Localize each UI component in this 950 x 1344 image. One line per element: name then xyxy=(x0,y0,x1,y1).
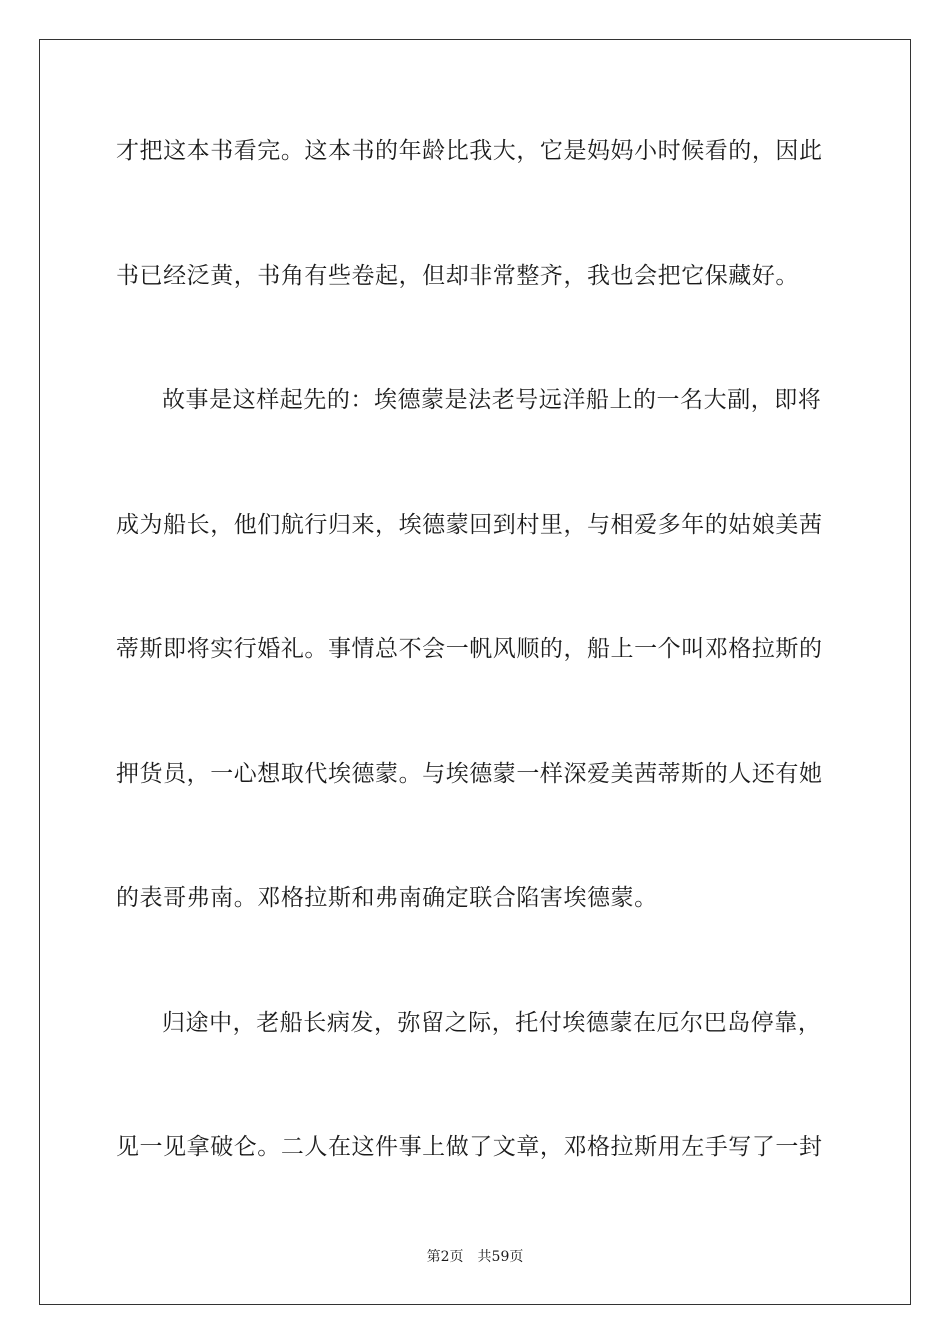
page-total: 共59页 xyxy=(477,1249,524,1265)
text-line: 故事是这样起先的：埃德蒙是法老号远洋船上的一名大副，即将 xyxy=(162,387,822,413)
page-number: 第2页 xyxy=(426,1249,464,1265)
text-line: 见一见拿破仑。二人在这件事上做了文章，邓格拉斯用左手写了一封 xyxy=(116,1134,823,1160)
text-line: 成为船长，他们航行归来，埃德蒙回到村里，与相爱多年的姑娘美茜 xyxy=(116,512,823,538)
text-line: 归途中，老船长病发，弥留之际，托付埃德蒙在厄尔巴岛停靠， xyxy=(162,1010,822,1036)
page-footer xyxy=(0,1248,950,1266)
text-line: 押货员，一心想取代埃德蒙。与埃德蒙一样深爱美茜蒂斯的人还有她 xyxy=(116,761,823,787)
text-line: 的表哥弗南。邓格拉斯和弗南确定联合陷害埃德蒙。 xyxy=(116,885,658,911)
text-line: 才把这本书看完。这本书的年龄比我大，它是妈妈小时候看的，因此 xyxy=(116,138,823,164)
text-line: 蒂斯即将实行婚礼。事情总不会一帆风顺的，船上一个叫邓格拉斯的 xyxy=(116,636,823,662)
text-line: 书已经泛黄，书角有些卷起，但却非常整齐，我也会把它保藏好。 xyxy=(116,263,799,289)
page-border xyxy=(39,39,911,1305)
